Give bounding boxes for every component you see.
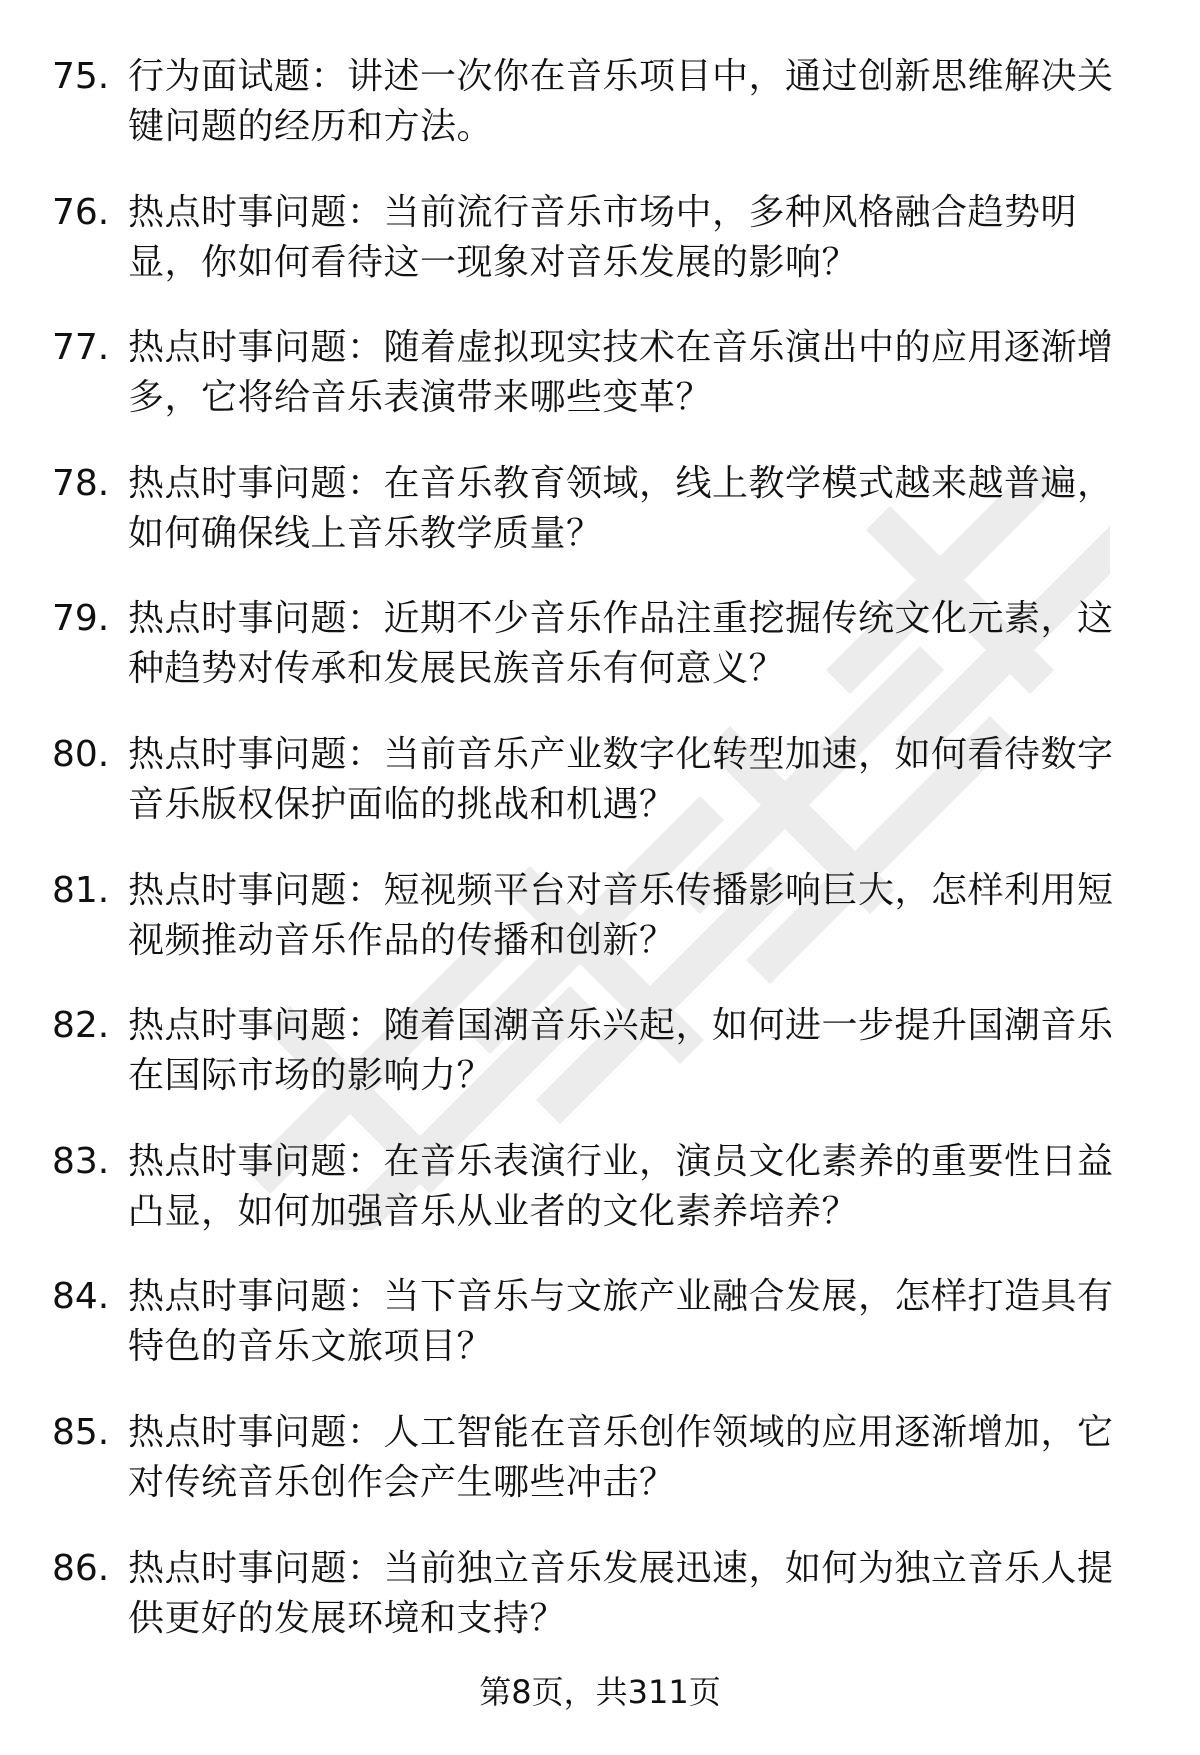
question-number: 83. bbox=[52, 1140, 110, 1182]
question-text: 热点时事问题：随着国潮音乐兴起，如何进一步提升国潮音乐在国际市场的影响力？ bbox=[128, 1005, 1114, 1097]
question-item bbox=[0, 323, 1200, 459]
question-text: 热点时事问题：在音乐教育领域，线上教学模式越来越普遍，如何确保线上音乐教学质量？ bbox=[128, 462, 1114, 554]
question-item bbox=[0, 188, 1200, 324]
question-item bbox=[0, 1408, 1200, 1544]
question-text: 行为面试题：讲述一次你在音乐项目中，通过创新思维解决关键问题的经历和方法。 bbox=[128, 56, 1114, 147]
question-number: 80. bbox=[52, 733, 110, 775]
question-text: 热点时事问题：当前音乐产业数字化转型加速，如何看待数字音乐版权保护面临的挑战和机遇？ bbox=[128, 733, 1114, 825]
question-item bbox=[0, 730, 1200, 866]
question-item bbox=[0, 1544, 1200, 1680]
question-number: 85. bbox=[52, 1411, 110, 1453]
question-text: 热点时事问题：短视频平台对音乐传播影响巨大，怎样利用短视频推动音乐作品的传播和创新？ bbox=[128, 869, 1114, 961]
question-number: 79. bbox=[52, 598, 110, 640]
question-number: 82. bbox=[52, 1005, 110, 1047]
question-text: 热点时事问题：当前流行音乐市场中，多种风格融合趋势明显，你如何看待这一现象对音乐发展的影响？ bbox=[128, 191, 1078, 283]
question-number: 81. bbox=[52, 869, 110, 911]
question-text: 热点时事问题：当下音乐与文旅产业融合发展，怎样打造具有特色的音乐文旅项目？ bbox=[128, 1276, 1114, 1368]
question-text: 热点时事问题：当前独立音乐发展迅速，如何为独立音乐人提供更好的发展环境和支持？ bbox=[128, 1547, 1114, 1639]
question-item bbox=[0, 1272, 1200, 1408]
question-number: 76. bbox=[52, 191, 110, 233]
question-item bbox=[0, 1137, 1200, 1273]
question-item bbox=[0, 1001, 1200, 1137]
question-text: 热点时事问题：近期不少音乐作品注重挖掘传统文化元素，这种趋势对传承和发展民族音乐有何意义？ bbox=[128, 598, 1114, 690]
question-number: 77. bbox=[52, 327, 110, 369]
question-item bbox=[0, 52, 1200, 188]
question-number: 84. bbox=[52, 1276, 110, 1318]
question-text: 热点时事问题：随着虚拟现实技术在音乐演出中的应用逐渐增多，它将给音乐表演带来哪些变革？ bbox=[128, 327, 1114, 419]
question-item bbox=[0, 459, 1200, 595]
question-number: 78. bbox=[52, 462, 110, 504]
question-item bbox=[0, 594, 1200, 730]
question-item bbox=[0, 866, 1200, 1002]
page-number: 第8页，共311页 bbox=[479, 1673, 721, 1711]
question-number: 75. bbox=[52, 56, 110, 97]
question-number: 86. bbox=[52, 1547, 110, 1589]
question-text: 热点时事问题：在音乐表演行业，演员文化素养的重要性日益凸显，如何加强音乐从业者的文化素养培养？ bbox=[128, 1140, 1114, 1232]
question-list bbox=[0, 52, 1200, 1679]
question-text: 热点时事问题：人工智能在音乐创作领域的应用逐渐增加，它对传统音乐创作会产生哪些冲击？ bbox=[128, 1411, 1114, 1503]
